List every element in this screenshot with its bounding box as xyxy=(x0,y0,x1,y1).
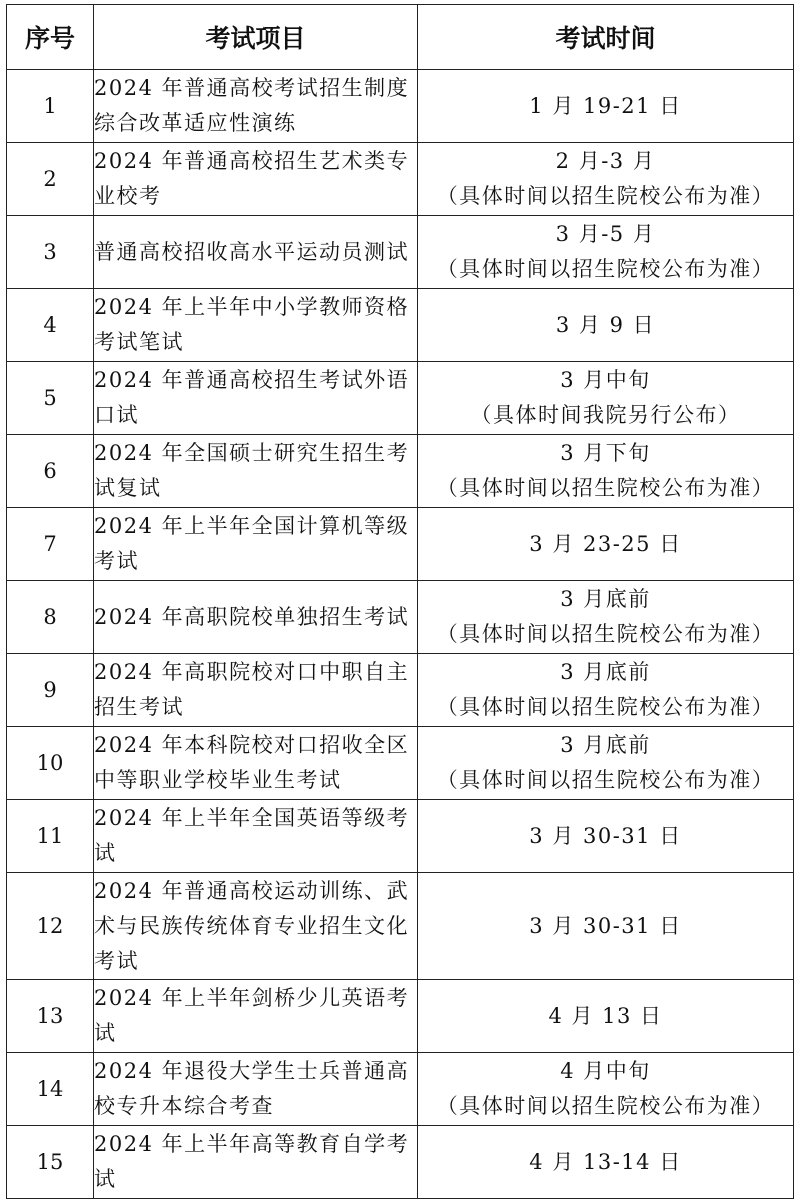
exam-item: 2024 年全国硕士研究生招生考试复试 xyxy=(94,435,418,508)
table-row xyxy=(7,654,794,727)
exam-time-note: （具体时间以招生院校公布为准） xyxy=(436,695,775,719)
exam-time-note: （具体时间以招生院校公布为准） xyxy=(436,257,775,281)
exam-time-cell xyxy=(418,873,794,980)
exam-item: 2024 年上半年高等教育自学考试 xyxy=(94,1126,418,1199)
exam-time: 3 月 23-25 日 xyxy=(529,531,682,556)
row-number: 12 xyxy=(7,873,94,980)
row-number: 6 xyxy=(7,435,94,508)
exam-item: 2024 年本科院校对口招收全区中等职业学校毕业生考试 xyxy=(94,727,418,800)
row-number: 1 xyxy=(7,70,94,143)
exam-item: 2024 年高职院校对口中职自主招生考试 xyxy=(94,654,418,727)
exam-time-cell xyxy=(418,800,794,873)
row-number: 15 xyxy=(7,1126,94,1199)
exam-item: 2024 年上半年全国计算机等级考试 xyxy=(94,508,418,581)
exam-time: 3 月-5 月 xyxy=(555,222,656,246)
table-row xyxy=(7,70,794,143)
exam-time-note: （具体时间以招生院校公布为准） xyxy=(436,768,775,792)
exam-time-cell xyxy=(418,654,794,727)
exam-time-cell xyxy=(418,435,794,508)
table-row xyxy=(7,1126,794,1199)
exam-time-cell xyxy=(418,70,794,143)
table-row xyxy=(7,143,794,216)
table-row xyxy=(7,289,794,362)
exam-time-note: （具体时间以招生院校公布为准） xyxy=(436,1094,775,1118)
row-number: 8 xyxy=(7,581,94,654)
exam-time-cell xyxy=(418,216,794,289)
table-header-row xyxy=(7,5,794,70)
exam-time-note: （具体时间以招生院校公布为准） xyxy=(436,184,775,208)
row-number: 2 xyxy=(7,143,94,216)
header-item: 考试项目 xyxy=(94,5,418,70)
exam-time: 4 月中旬 xyxy=(560,1059,651,1083)
exam-item: 2024 年上半年全国英语等级考试 xyxy=(94,800,418,873)
table-row xyxy=(7,435,794,508)
exam-time-cell xyxy=(418,143,794,216)
exam-time-cell xyxy=(418,581,794,654)
table-row xyxy=(7,800,794,873)
exam-item: 2024 年普通高校考试招生制度综合改革适应性演练 xyxy=(94,70,418,143)
exam-time: 1 月 19-21 日 xyxy=(529,93,682,118)
table-row xyxy=(7,216,794,289)
exam-time: 3 月下旬 xyxy=(560,441,651,465)
exam-time: 3 月 9 日 xyxy=(555,312,656,337)
exam-time-cell xyxy=(418,508,794,581)
row-number: 3 xyxy=(7,216,94,289)
row-number: 4 xyxy=(7,289,94,362)
exam-time-cell xyxy=(418,289,794,362)
exam-time-cell xyxy=(418,980,794,1053)
exam-item: 2024 年高职院校单独招生考试 xyxy=(94,581,418,654)
table-row xyxy=(7,581,794,654)
exam-time-cell xyxy=(418,362,794,435)
header-no: 序号 xyxy=(7,5,94,70)
table-row xyxy=(7,873,794,980)
exam-item: 普通高校招收高水平运动员测试 xyxy=(94,216,418,289)
row-number: 13 xyxy=(7,980,94,1053)
exam-item: 2024 年上半年剑桥少儿英语考试 xyxy=(94,980,418,1053)
exam-item: 2024 年退役大学生士兵普通高校专升本综合考查 xyxy=(94,1053,418,1126)
exam-time-cell xyxy=(418,727,794,800)
exam-time: 4 月 13 日 xyxy=(548,1003,663,1028)
exam-schedule-table xyxy=(6,4,794,1199)
exam-time-cell xyxy=(418,1126,794,1199)
exam-time: 3 月 30-31 日 xyxy=(529,823,682,848)
exam-time-note: （具体时间以招生院校公布为准） xyxy=(436,476,775,500)
exam-item: 2024 年普通高校运动训练、武术与民族传统体育专业招生文化考试 xyxy=(94,873,418,980)
exam-item: 2024 年上半年中小学教师资格考试笔试 xyxy=(94,289,418,362)
table-row xyxy=(7,362,794,435)
exam-time-note: （具体时间以招生院校公布为准） xyxy=(436,622,775,646)
exam-time: 3 月 30-31 日 xyxy=(529,913,682,938)
row-number: 9 xyxy=(7,654,94,727)
header-time: 考试时间 xyxy=(418,5,794,70)
table-row xyxy=(7,980,794,1053)
row-number: 5 xyxy=(7,362,94,435)
exam-item: 2024 年普通高校招生考试外语口试 xyxy=(94,362,418,435)
exam-time: 3 月底前 xyxy=(560,587,651,611)
table-row xyxy=(7,508,794,581)
exam-time: 4 月 13-14 日 xyxy=(529,1149,682,1174)
exam-time: 2 月-3 月 xyxy=(555,149,656,173)
row-number: 10 xyxy=(7,727,94,800)
row-number: 7 xyxy=(7,508,94,581)
exam-item: 2024 年普通高校招生艺术类专业校考 xyxy=(94,143,418,216)
table-row xyxy=(7,1053,794,1126)
row-number: 11 xyxy=(7,800,94,873)
table-row xyxy=(7,727,794,800)
row-number: 14 xyxy=(7,1053,94,1126)
exam-time: 3 月中旬 xyxy=(560,368,651,392)
exam-time: 3 月底前 xyxy=(560,733,651,757)
exam-time-cell xyxy=(418,1053,794,1126)
exam-time-note: （具体时间我院另行公布） xyxy=(470,403,741,427)
exam-time: 3 月底前 xyxy=(560,660,651,684)
